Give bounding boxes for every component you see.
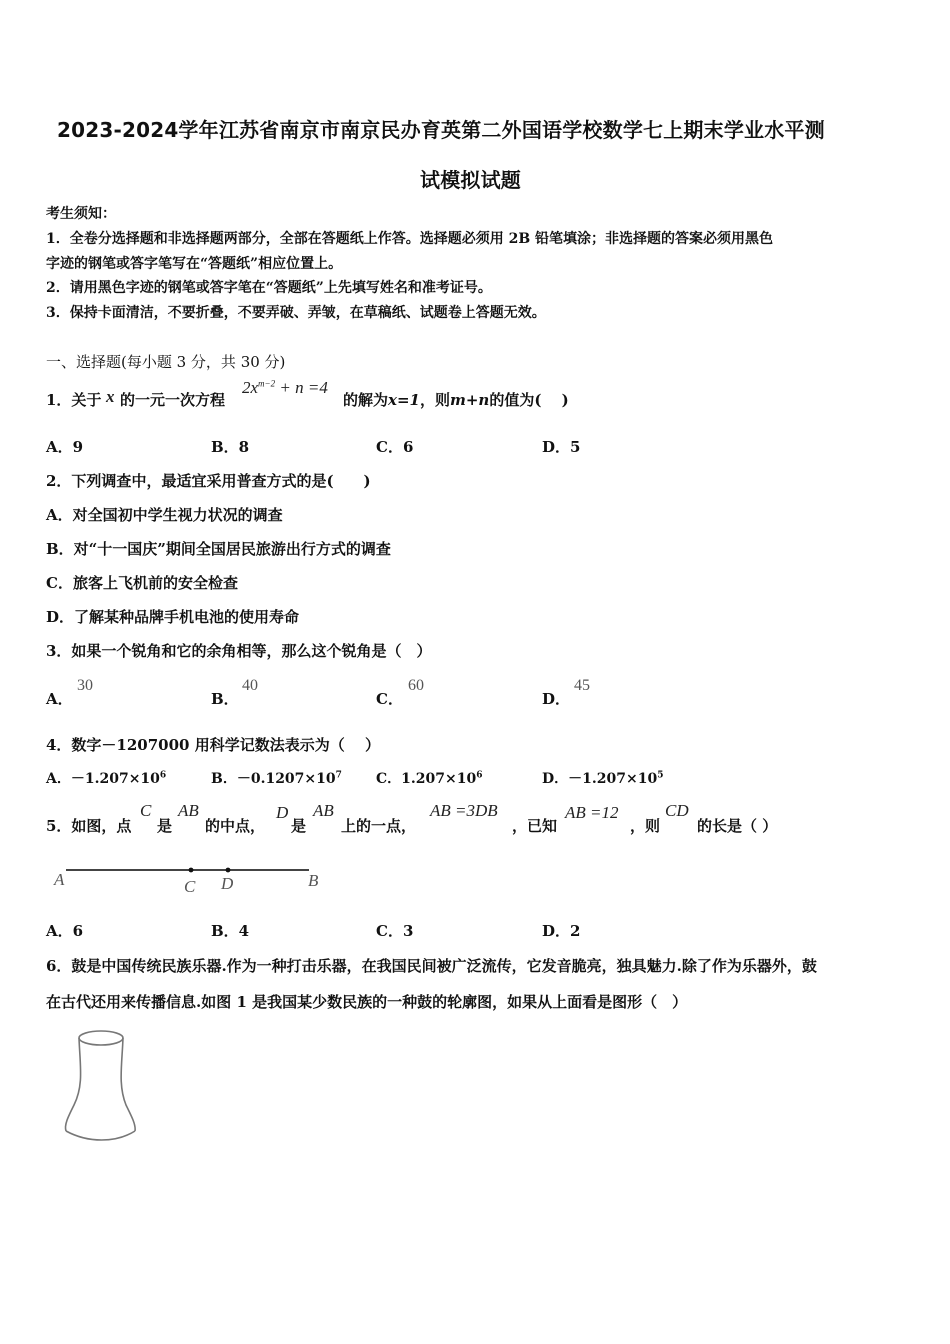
notice-heading: 考生须知： bbox=[46, 206, 116, 222]
q1-option-a: A．9 bbox=[46, 438, 84, 456]
q5-text-6: ，已知 bbox=[512, 817, 558, 835]
q1-mid: 的一元一次方程 bbox=[120, 391, 226, 409]
q3-value-c: 60 bbox=[408, 677, 424, 694]
label-d: D bbox=[221, 874, 234, 893]
q1-option-d: D．5 bbox=[542, 438, 581, 456]
drum-top-ellipse bbox=[79, 1031, 123, 1045]
q5-ab-1: AB bbox=[178, 801, 199, 820]
section-heading: 一、选择题(每小题 3 分，共 30 分) bbox=[46, 353, 286, 371]
q3-label-a: A． bbox=[46, 690, 73, 708]
q2-stem: 2．下列调查中，最适宜采用普查方式的是( ) bbox=[46, 472, 371, 490]
q3-label-c: C． bbox=[376, 690, 403, 708]
point-c-dot bbox=[189, 868, 194, 873]
q1-equation: $2x^{m-2} + n =4$ bbox=[242, 378, 328, 397]
q4-option-c: C．$1.207\times 10^6$ bbox=[376, 770, 483, 787]
q5-text-7: ，则 bbox=[630, 817, 661, 835]
q5-point-c: C bbox=[140, 801, 152, 820]
q4-option-b: B．$-0.1207\times 10^7$ bbox=[211, 770, 342, 787]
q5-point-d: D bbox=[276, 803, 289, 822]
q1-option-b: B．8 bbox=[211, 438, 250, 456]
q5-text-2: 是 bbox=[157, 817, 173, 835]
doc-title-line2: 试模拟试题 bbox=[420, 168, 521, 192]
q5-segment-figure bbox=[50, 858, 330, 898]
q4-option-d: D．$-1.207\times 10^5$ bbox=[542, 770, 664, 787]
drum-bottom-curve bbox=[66, 1131, 135, 1140]
notice-item-1b: 字迹的钢笔或答字笔写在“答题纸”相应位置上。 bbox=[46, 256, 343, 272]
q5-ab-2: AB bbox=[313, 801, 334, 820]
point-d-dot bbox=[226, 868, 231, 873]
doc-title-line1: 2023-2024学年江苏省南京市南京民办育英第二外国语学校数学七上期末学业水平测 bbox=[57, 118, 825, 142]
drum-right-side bbox=[121, 1038, 135, 1131]
q1-var-x: x bbox=[106, 387, 115, 406]
label-c: C bbox=[184, 877, 196, 896]
q5-text-5: 上的一点， bbox=[341, 817, 417, 835]
q1-post: 的解为x=1，则m+n的值为( ) bbox=[343, 391, 569, 409]
q2-option-d: D．了解某种品牌手机电池的使用寿命 bbox=[46, 608, 300, 626]
q5-option-c: C．3 bbox=[376, 922, 414, 940]
q3-label-b: B． bbox=[211, 690, 239, 708]
q5-text-8: 的长是（ ） bbox=[697, 817, 778, 835]
drum-left-side bbox=[65, 1038, 80, 1131]
drum-outline-figure bbox=[58, 1025, 148, 1145]
q2-option-a: A．对全国初中学生视力状况的调查 bbox=[46, 506, 283, 524]
q3-label-d: D． bbox=[542, 690, 571, 708]
q3-value-a: 30 bbox=[77, 677, 93, 694]
q5-text-4: 是 bbox=[291, 817, 307, 835]
q5-text-1: 5．如图，点 bbox=[46, 817, 132, 835]
q5-cd: CD bbox=[665, 801, 689, 820]
label-a: A bbox=[54, 870, 65, 889]
q5-eq-2: AB =12 bbox=[565, 803, 619, 822]
q5-option-d: D．2 bbox=[542, 922, 581, 940]
notice-item-1a: 1．全卷分选择题和非选择题两部分，全部在答题纸上作答。选择题必须用 2B 铅笔填涂；非选择题的答案必须用黑色 bbox=[46, 231, 774, 247]
q2-option-b: B．对“十一国庆”期间全国居民旅游出行方式的调查 bbox=[46, 540, 391, 558]
q5-eq-1: AB =3DB bbox=[430, 801, 498, 820]
q3-value-b: 40 bbox=[242, 677, 258, 694]
q3-stem: 3．如果一个锐角和它的余角相等，那么这个锐角是（ ） bbox=[46, 642, 432, 660]
q3-value-d: 45 bbox=[574, 677, 590, 694]
notice-item-2: 2．请用黑色字迹的钢笔或答字笔在“答题纸”上先填写姓名和准考证号。 bbox=[46, 280, 492, 296]
q5-text-3: 的中点， bbox=[205, 817, 266, 835]
q6-line-2: 在古代还用来传播信息.如图 1 是我国某少数民族的一种鼓的轮廓图，如果从上面看是图形（ ） bbox=[46, 993, 688, 1011]
q4-option-a: A．$-1.207\times 10^6$ bbox=[46, 770, 167, 787]
q1-pre: 1．关于 bbox=[46, 391, 102, 409]
notice-item-3: 3．保持卡面清洁，不要折叠，不要弄破、弄皱，在草稿纸、试题卷上答题无效。 bbox=[46, 305, 546, 321]
q1-option-c: C．6 bbox=[376, 438, 414, 456]
q2-option-c: C．旅客上飞机前的安全检查 bbox=[46, 574, 238, 592]
label-b: B bbox=[308, 871, 319, 890]
q5-option-a: A．6 bbox=[46, 922, 84, 940]
q6-line-1: 6．鼓是中国传统民族乐器.作为一种打击乐器，在我国民间被广泛流传，它发音脆亮，独具魅力.除了作为乐器外，鼓 bbox=[46, 957, 817, 975]
q4-stem: 4．数字－1207000 用科学记数法表示为（ ） bbox=[46, 736, 380, 754]
q5-option-b: B．4 bbox=[211, 922, 250, 940]
